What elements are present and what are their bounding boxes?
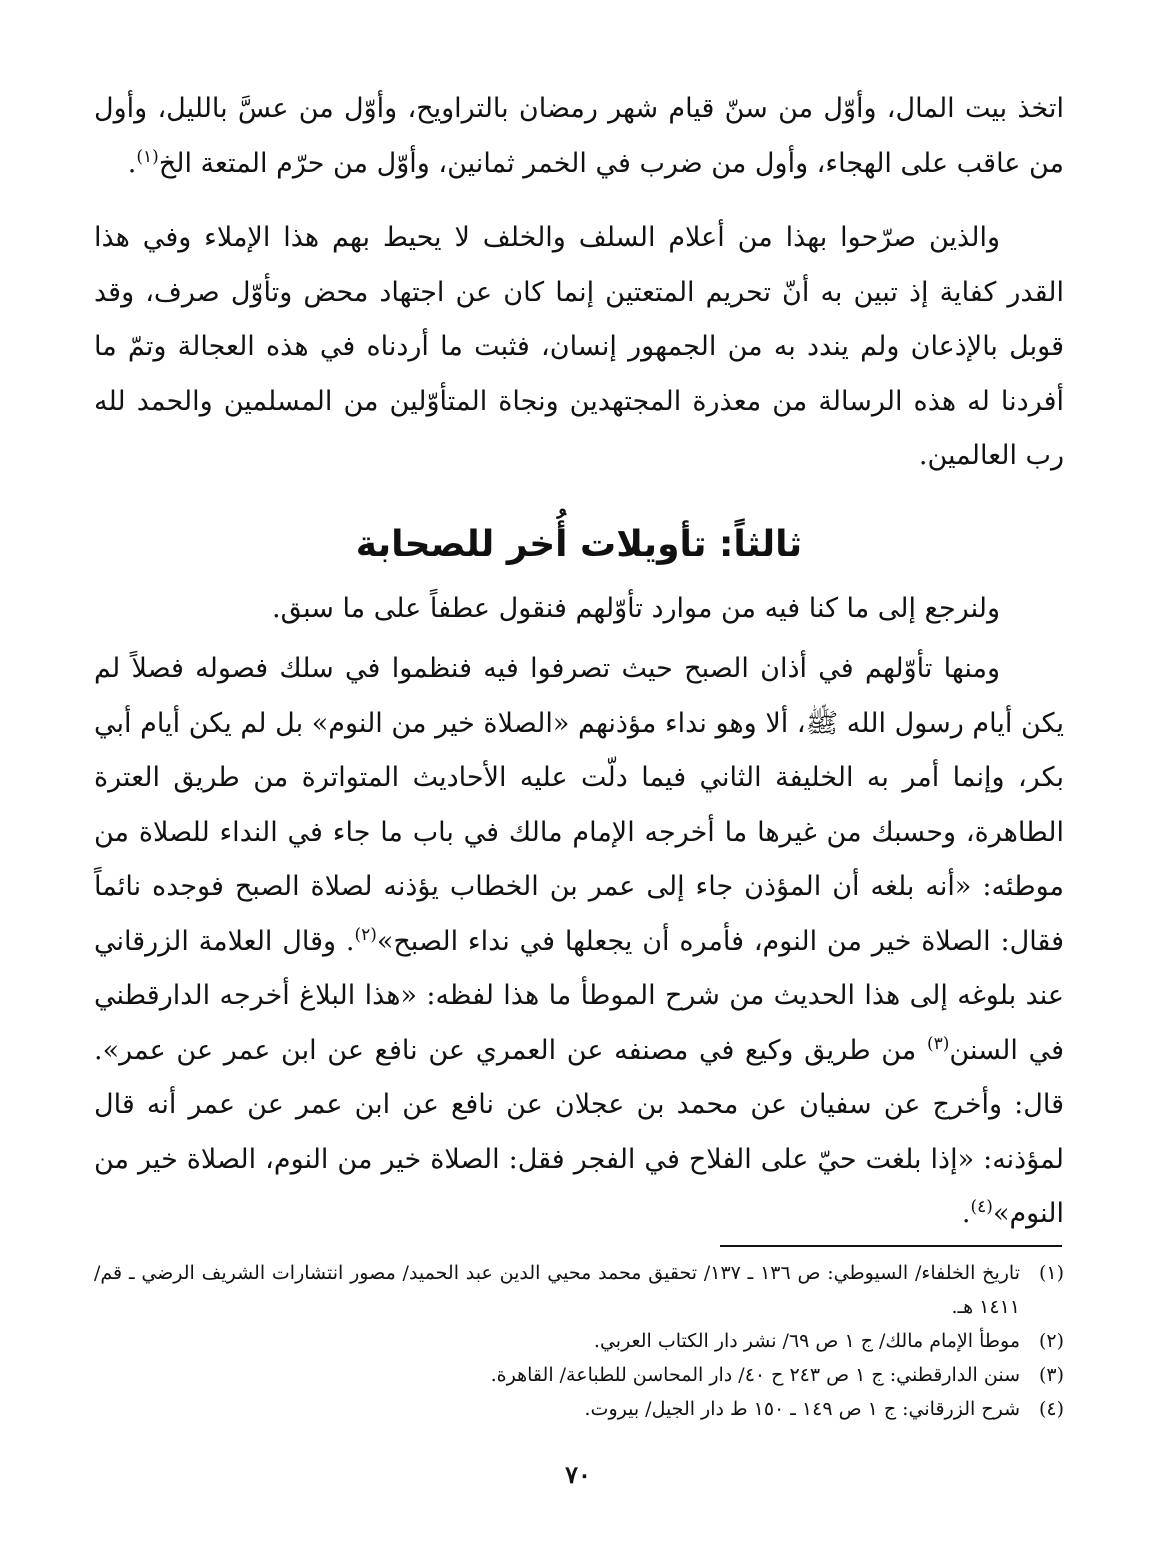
page-body xyxy=(94,82,1064,1242)
footnote-number: (٢) xyxy=(1038,1330,1064,1352)
paragraph-3-text: ولنرجع إلى ما كنا فيه من موارد تأوّلهم فنقول عطفاً على ما سبق. xyxy=(272,592,1000,624)
footnote-1 xyxy=(94,1256,1064,1324)
paragraph-4-text-a: ومنها تأوّلهم في أذان الصبح حيث تصرفوا فيه فنظموا في سلك فصوله فصلاً لم يكن أيام رسول الله ﷺ، ألا وهو نداء مؤذنهم «الصلاة خير من النوم» بل لم يكن أيام أبي بكر، وإنما أمر به الخليفة الثاني فيما دلّت عليه الأحاديث المتواترة من طريق العترة الطاهرة، وحسبك من غيرها ما أخرجه الإمام مالك في باب ما جاء في النداء للصلاة من موطئه: «أنه بلغه أن المؤذن جاء إلى عمر بن الخطاب يؤذنه لصلاة الصبح فوجده نائماً فقال: الصلاة خير من النوم، فأمره أن يجعلها في نداء الصبح» xyxy=(94,653,1064,957)
footnote-text: سنن الدارقطني: ج ١ ص ٢٤٣ ح ٤٠/ دار المحاسن للطباعة/ القاهرة. xyxy=(490,1364,1020,1386)
paragraph-2-text: والذين صرّحوا بهذا من أعلام السلف والخلف لا يحيط بهم هذا الإملاء وفي هذا القدر كفاية إذ تبين به أنّ تحريم المتعتين إنما كان عن اجتهاد محض وتأوّل صرف، وقد قوبل بالإذعان ولم يندد به من الجمهور إنسان، فثبت ما أردناه في هذه العجالة وتمّ ما أفردنا له هذه الرسالة من معذرة المجتهدين ونجاة المتأوّلين من المسلمين والحمد لله رب العالمين. xyxy=(94,222,1064,471)
footnotes xyxy=(94,1256,1064,1426)
footnote-ref-4: (٤) xyxy=(970,1197,993,1217)
footnote-separator xyxy=(720,1245,1062,1247)
footnote-number: (٣) xyxy=(1038,1364,1064,1386)
paragraph-4 xyxy=(94,642,1064,1242)
paragraph-1-text: اتخذ بيت المال، وأوّل من سنّ قيام شهر رمضان بالتراويح، وأوّل من عسَّ بالليل، وأول من عاقب على الهجاء، وأول من ضرب في الخمر ثمانين، وأوّل من حرّم المتعة الخ xyxy=(94,93,1064,179)
footnote-2 xyxy=(94,1324,1064,1358)
footnote-3 xyxy=(94,1358,1064,1392)
section-heading: ثالثاً: تأويلات أُخر للصحابة xyxy=(355,523,803,565)
paragraph-3 xyxy=(94,582,1064,637)
footnote-text: تاريخ الخلفاء/ السيوطي: ص ١٣٦ ـ ١٣٧/ تحقيق محمد محيي الدين عبد الحميد/ مصور انتشارات الشريف الرضي ـ قم/ ١٤١١ هـ. xyxy=(94,1262,1020,1318)
paragraph-1 xyxy=(94,82,1064,191)
paragraph-4-end: . xyxy=(961,1198,971,1229)
paragraph-2 xyxy=(94,211,1064,484)
paragraph-1-end: . xyxy=(127,147,137,179)
footnote-ref-1: (١) xyxy=(136,146,159,167)
paragraph-4-text-c: من طريق وكيع في مصنفه عن العمري عن نافع عن ابن عمر عن عمر». قال: وأخرج عن سفيان عن محمد بن عجلان عن نافع عن ابن عمر عن عمر أنه قال لمؤذنه: «إذا بلغت حيّ على الفلاح في الفجر فقل: الصلاة خير من النوم، الصلاة خير من النوم» xyxy=(94,1034,1064,1229)
footnote-number: (١) xyxy=(1038,1262,1064,1284)
footnote-text: شرح الزرقاني: ج ١ ص ١٤٩ ـ ١٥٠ ط دار الجيل/ بيروت. xyxy=(584,1398,1020,1420)
paragraph-4-text-b: . وقال العلامة الزرقاني عند بلوغه إلى هذا الحديث من شرح الموطأ ما هذا لفظه: «هذا البلاغ أخرجه الدارقطني في السنن xyxy=(94,925,1065,1066)
footnote-ref-3: (٣) xyxy=(926,1033,950,1054)
footnote-4 xyxy=(94,1392,1064,1426)
footnote-number: (٤) xyxy=(1038,1398,1064,1420)
footnote-text: موطأ الإمام مالك/ ج ١ ص ٦٩/ نشر دار الكتاب العربي. xyxy=(593,1330,1020,1352)
page-number: ٧٠ xyxy=(565,1460,591,1489)
footnote-ref-2: (٢) xyxy=(354,924,377,945)
